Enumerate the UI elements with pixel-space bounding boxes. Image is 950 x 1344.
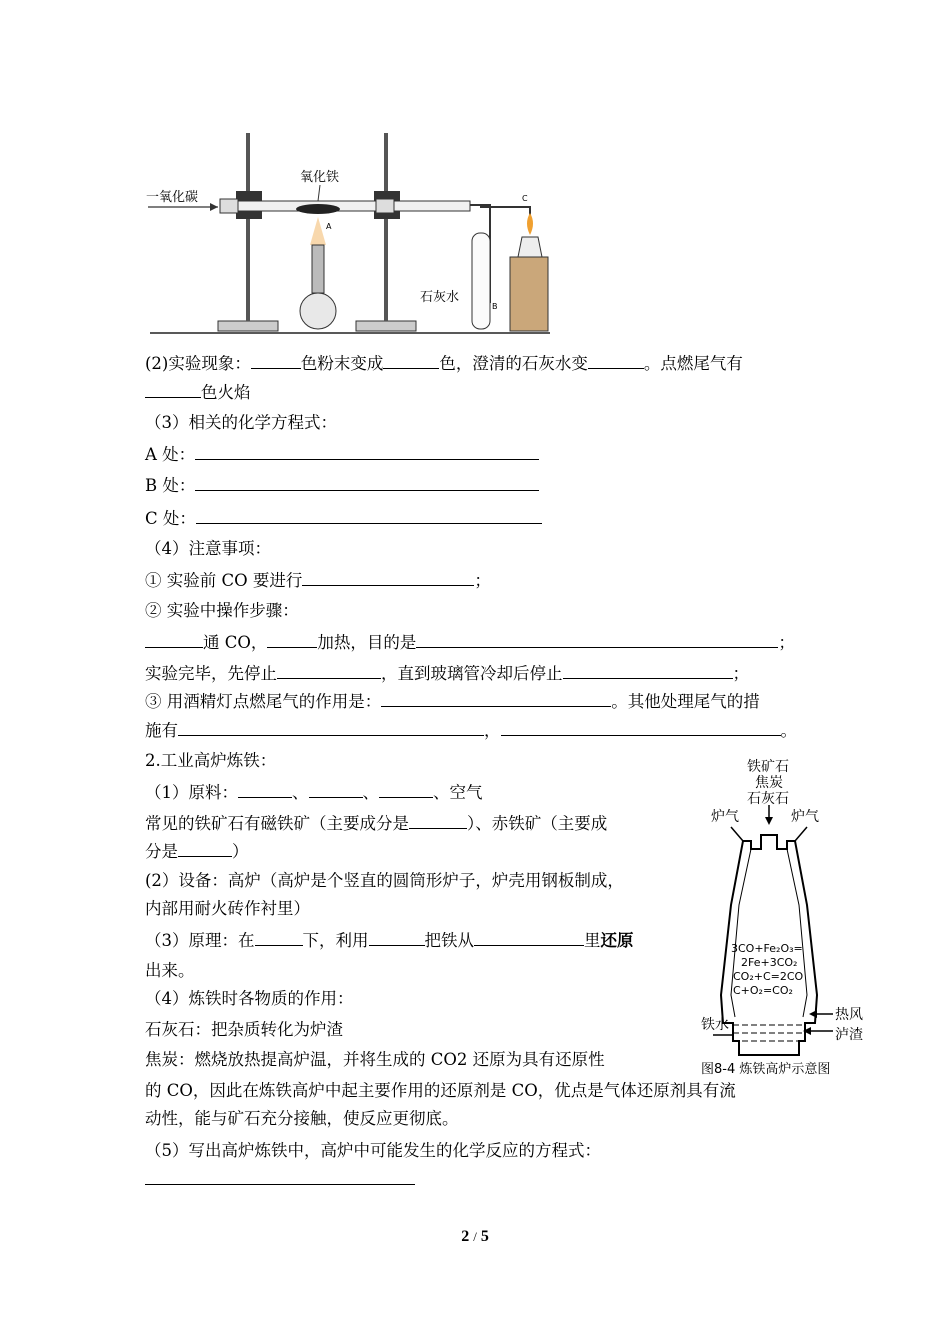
answer-blank[interactable] — [588, 352, 644, 369]
principle-text3: 把铁从 — [424, 931, 474, 950]
equipment-line: (2）设备：高炉（高炉是个竖直的圆筒形炉子，炉壳用钢板制成， — [145, 871, 624, 890]
ores-text2: ）、赤铁矿（主要成 — [467, 814, 608, 833]
equipment-line2: 内部用耐火砖作衬里） — [145, 899, 310, 918]
answer-blank[interactable] — [302, 569, 474, 586]
note2-heading: ② 实验中操作步骤： — [145, 601, 299, 620]
steps-text1: 通 CO， — [203, 633, 268, 652]
answer-blank[interactable] — [309, 781, 363, 798]
limewater-label: 石灰水 — [420, 290, 460, 305]
iron-oxide-label: 氧化铁 — [300, 170, 340, 185]
limestone-line: 石灰石：把杂质转化为炉渣 — [145, 1020, 343, 1039]
phenomenon-mid2: 色，澄清的石灰水变 — [439, 354, 588, 373]
equation-a-label: A 处： — [145, 445, 196, 464]
answer-blank[interactable] — [145, 1168, 415, 1185]
equation-c-line — [145, 507, 542, 530]
materials-end: 、空气 — [433, 783, 483, 802]
materials-sep: 、 — [292, 783, 309, 802]
point-b-label: B — [492, 302, 498, 311]
phenomenon-mid1: 色粉末变成 — [300, 354, 384, 373]
furnace-gas-right-label: 炉气 — [791, 809, 819, 825]
answer-blank[interactable] — [416, 631, 778, 648]
measures-sep: ， — [484, 721, 501, 740]
furnace-top-label1: 铁矿石 — [747, 759, 789, 775]
equation-b-label: B 处： — [145, 476, 196, 495]
note3-text1: ③ 用酒精灯点燃尾气的作用是： — [145, 692, 382, 711]
principle-line — [145, 929, 634, 952]
answer-blank[interactable] — [178, 840, 232, 857]
note2-steps-line — [145, 631, 795, 654]
answer-blank[interactable] — [251, 352, 301, 369]
coke-line3: 动性，能与矿石充分接触，使反应更彻底。 — [145, 1109, 459, 1128]
answer-blank[interactable] — [379, 781, 433, 798]
answer-blank[interactable] — [267, 631, 317, 648]
page-number — [0, 1228, 950, 1246]
principle-text1: （3）原理：在 — [145, 931, 255, 950]
answer-blank[interactable] — [563, 662, 733, 679]
equation-a-blank[interactable] — [195, 443, 539, 460]
slag-label: 泸渣 — [835, 1027, 863, 1043]
phenomenon-line — [145, 352, 743, 375]
answer-blank[interactable] — [369, 929, 425, 946]
furnace-eq1: 3CO+Fe₂O₃= — [731, 942, 803, 955]
point-c-label: C — [522, 194, 528, 203]
co-inlet-label: 一氧化碳 — [146, 190, 199, 205]
steps-text2: 加热，目的是 — [317, 633, 417, 652]
flame-text: 色火焰 — [201, 383, 251, 402]
answer-blank[interactable] — [381, 690, 611, 707]
furnace-eq2: 2Fe+3CO₂ — [741, 956, 798, 969]
measures-end: 。 — [780, 721, 797, 740]
apparatus-figure — [140, 125, 552, 337]
coke-line2: 的 CO，因此在炼铁高炉中起主要作用的还原剂是 CO，优点是气体还原剂具有流 — [145, 1081, 736, 1100]
finish-end: ； — [732, 664, 749, 683]
equation-c-blank[interactable] — [196, 507, 542, 524]
furnace-eq4: C+O₂=CO₂ — [733, 984, 793, 997]
materials-text: （1）原料： — [145, 783, 238, 802]
answer-blank[interactable] — [277, 662, 381, 679]
note1-line — [145, 569, 491, 592]
answer-blank[interactable] — [145, 381, 201, 398]
ores-line2 — [145, 840, 249, 863]
materials-sep: 、 — [362, 783, 379, 802]
ores-end: ） — [232, 842, 249, 861]
page-current: 2 — [461, 1228, 470, 1245]
blast-furnace-figure — [695, 755, 880, 1080]
answer-blank[interactable] — [178, 719, 484, 736]
furnace-top-label3: 石灰石 — [747, 791, 789, 807]
reactions-answer-line — [145, 1168, 415, 1191]
furnace-gas-left-label: 炉气 — [711, 809, 739, 825]
equation-a-line — [145, 443, 539, 466]
page-total: 5 — [480, 1228, 489, 1245]
principle-bold: 还原 — [600, 931, 634, 950]
furnace-eq3: CO₂+C=2CO — [733, 970, 804, 983]
answer-blank[interactable] — [145, 631, 203, 648]
answer-blank[interactable] — [238, 781, 292, 798]
furnace-top-label2: 焦炭 — [755, 775, 783, 791]
answer-blank[interactable] — [474, 929, 584, 946]
phenomenon-prefix: (2)实验现象： — [145, 354, 251, 373]
phenomenon-suffix: 。点燃尾气有 — [643, 354, 743, 373]
note3-text2: 。其他处理尾气的措 — [611, 692, 760, 711]
equation-b-line — [145, 474, 539, 497]
ores-text1: 常见的铁矿石有磁铁矿（主要成分是 — [145, 814, 409, 833]
molten-iron-label: 铁水 — [701, 1017, 729, 1033]
equation-b-blank[interactable] — [195, 474, 539, 491]
equation-c-label: C 处： — [145, 509, 196, 528]
note3-line — [145, 690, 760, 713]
flame-line — [145, 381, 251, 404]
measures-line — [145, 719, 797, 742]
materials-line — [145, 781, 483, 804]
principle-line2: 出来。 — [145, 961, 195, 980]
furnace-caption: 图8-4 炼铁高炉示意图 — [701, 1062, 831, 1077]
notes-heading: （4）注意事项： — [145, 539, 271, 558]
finish-text2: ，直到玻璃管冷却后停止 — [381, 664, 563, 683]
note1-end: ； — [474, 571, 491, 590]
measures-text: 施有 — [145, 721, 178, 740]
note1-text: ① 实验前 CO 要进行 — [145, 571, 303, 590]
point-a-label: A — [326, 222, 332, 231]
answer-blank[interactable] — [255, 929, 303, 946]
page-separator: / — [473, 1229, 477, 1244]
answer-blank[interactable] — [409, 812, 467, 829]
roles-heading: （4）炼铁时各物质的作用： — [145, 989, 354, 1008]
ores-text3: 分是 — [145, 842, 178, 861]
section2-heading: 2.工业高炉炼铁： — [145, 751, 277, 770]
principle-text2: 下，利用 — [302, 931, 369, 950]
principle-text4: 里 — [584, 931, 601, 950]
answer-blank[interactable] — [501, 719, 781, 736]
equations-heading: （3）相关的化学方程式： — [145, 413, 337, 432]
hot-air-label: 热风 — [835, 1007, 863, 1023]
answer-blank[interactable] — [383, 352, 439, 369]
finish-line — [145, 662, 749, 685]
finish-text1: 实验完毕，先停止 — [145, 664, 277, 683]
steps-end: ； — [778, 633, 795, 652]
coke-line: 焦炭：燃烧放热提高炉温，并将生成的 CO2 还原为具有还原性 — [145, 1050, 605, 1069]
reactions-heading: （5）写出高炉炼铁中，高炉中可能发生的化学反应的方程式： — [145, 1141, 601, 1160]
ores-line — [145, 812, 607, 835]
